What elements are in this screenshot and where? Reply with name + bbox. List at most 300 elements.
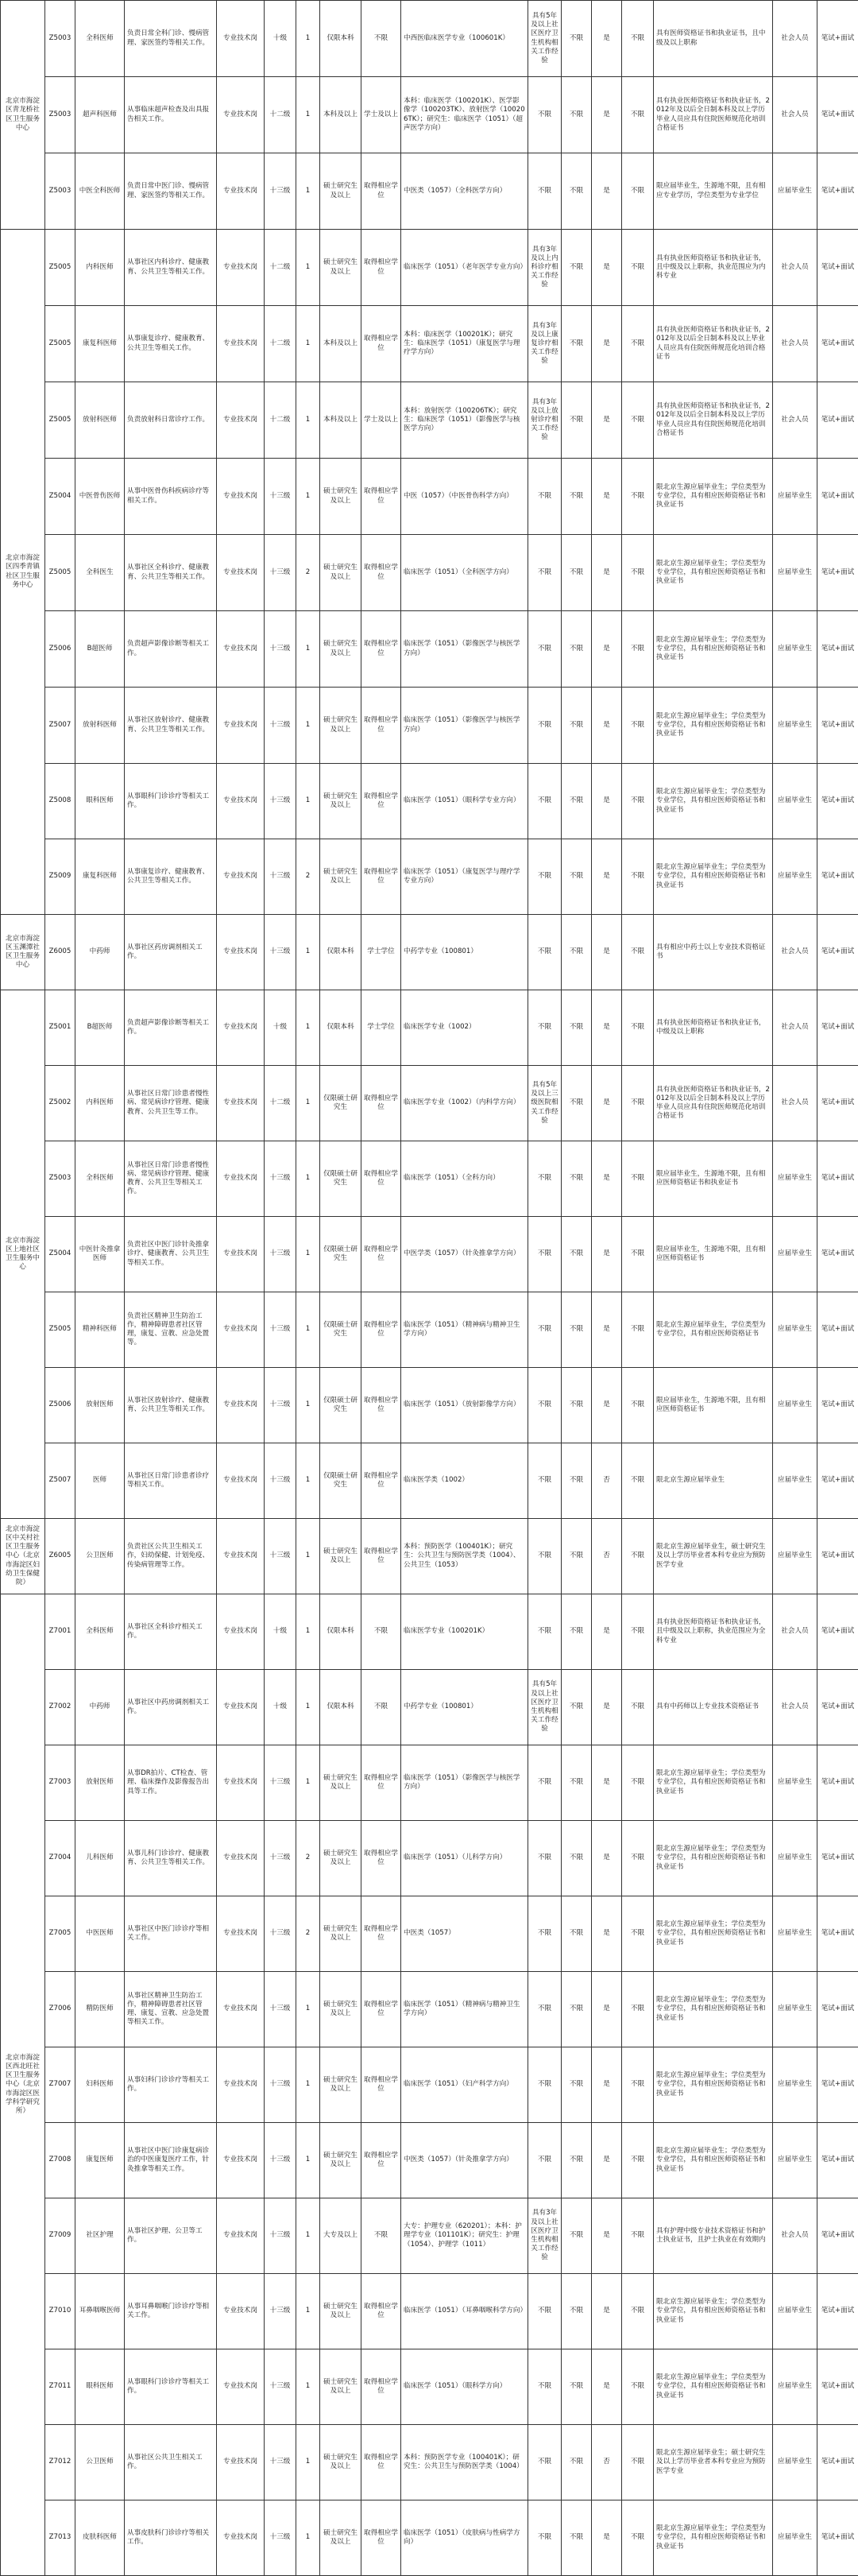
ww-cell: 是 — [592, 2500, 622, 2576]
duty-cell: 从事社区全科诊疗相关工作。 — [125, 1594, 217, 1670]
level-cell: 十三级 — [265, 688, 296, 764]
degree-cell: 取得相应学位 — [361, 1519, 401, 1594]
duty-cell: 负责超声影像诊断等相关工作。 — [125, 611, 217, 688]
num-cell: 1 — [296, 1141, 320, 1217]
code-cell: Z5007 — [45, 1443, 75, 1519]
post-cell: 眼科医师 — [75, 2349, 125, 2425]
degree-cell: 取得相应学位 — [361, 153, 401, 230]
hk-cell: 不限 — [622, 2047, 654, 2123]
exam-cell: 笔试+面试 — [817, 535, 858, 611]
table-row — [1, 1896, 858, 1972]
edu-cell: 硕士研究生及以上 — [320, 2274, 361, 2349]
degree-cell: 取得相应学位 — [361, 535, 401, 611]
exp-cell: 不限 — [528, 1141, 562, 1217]
hk-cell: 不限 — [622, 1519, 654, 1594]
exp-cell: 不限 — [528, 2047, 562, 2123]
ww-cell: 是 — [592, 839, 622, 915]
other-cell: 具有执业医师资格证书和执业证书，且中级及以上职称，执业范围应为内科专业 — [654, 230, 773, 306]
exp-cell: 不限 — [528, 915, 562, 990]
table-row — [1, 1972, 858, 2047]
ww-cell: 否 — [592, 2425, 622, 2500]
ww-cell: 是 — [592, 230, 622, 306]
pol-cell: 不限 — [562, 990, 592, 1066]
unit-cell: 北京市海淀区青龙桥社区卫生服务中心 — [1, 1, 45, 230]
edu-cell: 硕士研究生及以上 — [320, 611, 361, 688]
duty-cell: 从事眼科门诊诊疗等相关工作。 — [125, 764, 217, 839]
edu-cell: 本科及以上 — [320, 77, 361, 153]
type-cell: 专业技术岗 — [217, 459, 265, 535]
degree-cell: 取得相应学位 — [361, 1292, 401, 1368]
type-cell: 专业技术岗 — [217, 2274, 265, 2349]
code-cell: Z5007 — [45, 688, 75, 764]
pol-cell: 不限 — [562, 230, 592, 306]
major-cell: 本科：预防医学（100401K）；研究生：公共卫生与预防医学类（1004）、公共卫生（1053） — [401, 1519, 528, 1594]
duty-cell: 负责日常中医门诊、慢病管理、家医签约等相关工作。 — [125, 153, 217, 230]
level-cell: 十二级 — [265, 77, 296, 153]
duty-cell: 从事社区护理、公卫等工作。 — [125, 2198, 217, 2274]
major-cell: 中药学专业（100801） — [401, 1670, 528, 1745]
code-cell: Z5003 — [45, 153, 75, 230]
degree-cell: 不限 — [361, 1594, 401, 1670]
ww-cell: 是 — [592, 2047, 622, 2123]
num-cell: 2 — [296, 535, 320, 611]
type-cell: 专业技术岗 — [217, 990, 265, 1066]
source-cell: 社会人员 — [773, 1670, 817, 1745]
num-cell: 1 — [296, 2425, 320, 2500]
degree-cell: 取得相应学位 — [361, 1745, 401, 1821]
code-cell: Z6005 — [45, 1519, 75, 1594]
other-cell: 具有执业医师资格证书和执业证书，中级及以上职称 — [654, 990, 773, 1066]
post-cell: 中医全科医师 — [75, 153, 125, 230]
level-cell: 十三级 — [265, 2047, 296, 2123]
major-cell: 本科：预防医学专业（100401K）；研究生：公共卫生与预防医学类（1004） — [401, 2425, 528, 2500]
ww-cell: 是 — [592, 764, 622, 839]
ww-cell: 是 — [592, 1594, 622, 1670]
hk-cell: 不限 — [622, 1368, 654, 1443]
degree-cell: 不限 — [361, 2198, 401, 2274]
code-cell: Z5006 — [45, 611, 75, 688]
code-cell: Z5002 — [45, 1066, 75, 1141]
type-cell: 专业技术岗 — [217, 1745, 265, 1821]
pol-cell: 不限 — [562, 839, 592, 915]
num-cell: 1 — [296, 1745, 320, 1821]
pol-cell: 不限 — [562, 1670, 592, 1745]
source-cell: 应届毕业生 — [773, 611, 817, 688]
exam-cell: 笔试+面试 — [817, 153, 858, 230]
degree-cell: 不限 — [361, 1, 401, 77]
code-cell: Z6005 — [45, 915, 75, 990]
pol-cell: 不限 — [562, 1368, 592, 1443]
duty-cell: 从事临床超声检查及出具报告相关工作。 — [125, 77, 217, 153]
code-cell: Z7006 — [45, 1972, 75, 2047]
degree-cell: 取得相应学位 — [361, 2123, 401, 2198]
exp-cell: 不限 — [528, 535, 562, 611]
ww-cell: 是 — [592, 990, 622, 1066]
code-cell: Z5008 — [45, 764, 75, 839]
edu-cell: 仅限硕士研究生 — [320, 1443, 361, 1519]
exp-cell: 不限 — [528, 1217, 562, 1292]
num-cell: 1 — [296, 1292, 320, 1368]
ww-cell: 是 — [592, 2198, 622, 2274]
level-cell: 十三级 — [265, 535, 296, 611]
exam-cell: 笔试+面试 — [817, 1670, 858, 1745]
post-cell: 儿科医师 — [75, 1821, 125, 1896]
exam-cell: 笔试+面试 — [817, 915, 858, 990]
exam-cell: 笔试+面试 — [817, 1594, 858, 1670]
code-cell: Z7003 — [45, 1745, 75, 1821]
ww-cell: 是 — [592, 1, 622, 77]
duty-cell: 从事社区精神卫生防治工作，精神障碍患者社区管理、康复、宣教、应急处置等相关工作。 — [125, 1972, 217, 2047]
num-cell: 1 — [296, 1519, 320, 1594]
hk-cell: 不限 — [622, 2349, 654, 2425]
code-cell: Z5003 — [45, 1, 75, 77]
exam-cell: 笔试+面试 — [817, 459, 858, 535]
type-cell: 专业技术岗 — [217, 1217, 265, 1292]
hk-cell: 不限 — [622, 77, 654, 153]
major-cell: 临床医学（1051）（耳鼻咽喉科学方向） — [401, 2274, 528, 2349]
hk-cell: 不限 — [622, 688, 654, 764]
degree-cell: 取得相应学位 — [361, 764, 401, 839]
pol-cell: 不限 — [562, 1745, 592, 1821]
type-cell: 专业技术岗 — [217, 306, 265, 382]
table-row — [1, 990, 858, 1066]
type-cell: 专业技术岗 — [217, 1443, 265, 1519]
post-cell: 中医医师 — [75, 1896, 125, 1972]
code-cell: Z7001 — [45, 1594, 75, 1670]
exp-cell: 不限 — [528, 2500, 562, 2576]
num-cell: 1 — [296, 611, 320, 688]
degree-cell: 取得相应学位 — [361, 1066, 401, 1141]
ww-cell: 是 — [592, 306, 622, 382]
exp-cell: 具有3年及以上社区医疗卫生机构相关工作经验 — [528, 2198, 562, 2274]
post-cell: 全科医师 — [75, 1141, 125, 1217]
other-cell: 具有执业医师资格证书和执业证书，2012年及以后全日制本科及以上学历毕业人员应具有住院医师规范化培训合格证书 — [654, 1066, 773, 1141]
other-cell: 限应届毕业生，生源地不限，且有相应医师资格证书 — [654, 1217, 773, 1292]
hk-cell: 不限 — [622, 1670, 654, 1745]
source-cell: 应届毕业生 — [773, 535, 817, 611]
major-cell: 大专：护理专业（620201）；本科：护理学专业（101101K）；研究生：护理（1054）、护理学（1011） — [401, 2198, 528, 2274]
exp-cell: 不限 — [528, 1972, 562, 2047]
exp-cell: 不限 — [528, 459, 562, 535]
ww-cell: 是 — [592, 1217, 622, 1292]
level-cell: 十三级 — [265, 1896, 296, 1972]
exam-cell: 笔试+面试 — [817, 230, 858, 306]
code-cell: Z7010 — [45, 2274, 75, 2349]
num-cell: 1 — [296, 688, 320, 764]
exam-cell: 笔试+面试 — [817, 764, 858, 839]
code-cell: Z5005 — [45, 306, 75, 382]
major-cell: 本科：临床医学（100201K）、医学影像学（100203TK）、放射医学（100206TK）；研究生：临床医学（1051）（超声医学方向） — [401, 77, 528, 153]
ww-cell: 是 — [592, 611, 622, 688]
code-cell: Z5003 — [45, 1141, 75, 1217]
exp-cell: 不限 — [528, 1292, 562, 1368]
hk-cell: 不限 — [622, 2500, 654, 2576]
num-cell: 1 — [296, 915, 320, 990]
major-cell: 临床医学专业（100201K） — [401, 1594, 528, 1670]
code-cell: Z5004 — [45, 459, 75, 535]
duty-cell: 负责日常全科门诊、慢病管理、家医签约等相关工作。 — [125, 1, 217, 77]
exam-cell: 笔试+面试 — [817, 77, 858, 153]
level-cell: 十三级 — [265, 1292, 296, 1368]
hk-cell: 不限 — [622, 2274, 654, 2349]
pol-cell: 不限 — [562, 2425, 592, 2500]
ww-cell: 是 — [592, 1670, 622, 1745]
pol-cell: 不限 — [562, 1, 592, 77]
post-cell: 中药师 — [75, 915, 125, 990]
table-row — [1, 2425, 858, 2500]
code-cell: Z5003 — [45, 77, 75, 153]
exam-cell: 笔试+面试 — [817, 1443, 858, 1519]
pol-cell: 不限 — [562, 1972, 592, 2047]
exp-cell: 具有3年及以上内科诊疗相关工作经验 — [528, 230, 562, 306]
table-row — [1, 1368, 858, 1443]
pol-cell: 不限 — [562, 306, 592, 382]
exp-cell: 不限 — [528, 1519, 562, 1594]
other-cell: 限北京生源应届毕业生，硕士研究生及以上学历毕业者本科专业应为预防医学专业 — [654, 1519, 773, 1594]
post-cell: 康复医师 — [75, 2123, 125, 2198]
ww-cell: 否 — [592, 1519, 622, 1594]
code-cell: Z7009 — [45, 2198, 75, 2274]
source-cell: 应届毕业生 — [773, 1443, 817, 1519]
duty-cell: 从事社区药房调剂相关工作。 — [125, 915, 217, 990]
edu-cell: 本科及以上 — [320, 382, 361, 459]
post-cell: 中医针灸推拿医师 — [75, 1217, 125, 1292]
major-cell: 中西医临床医学专业（100601K） — [401, 1, 528, 77]
major-cell: 临床医学（1051）（皮肤病与性病学方向） — [401, 2500, 528, 2576]
source-cell: 应届毕业生 — [773, 1896, 817, 1972]
pol-cell: 不限 — [562, 2274, 592, 2349]
ww-cell: 是 — [592, 1896, 622, 1972]
table-row — [1, 1519, 858, 1594]
degree-cell: 取得相应学位 — [361, 1821, 401, 1896]
table-row — [1, 611, 858, 688]
duty-cell: 从事社区全科诊疗、健康教育、公共卫生等相关工作。 — [125, 535, 217, 611]
source-cell: 应届毕业生 — [773, 2123, 817, 2198]
code-cell: Z7008 — [45, 2123, 75, 2198]
table-row — [1, 2047, 858, 2123]
edu-cell: 仅限本科 — [320, 1670, 361, 1745]
degree-cell: 取得相应学位 — [361, 688, 401, 764]
table-row — [1, 2500, 858, 2576]
num-cell: 1 — [296, 77, 320, 153]
num-cell: 1 — [296, 153, 320, 230]
hk-cell: 不限 — [622, 990, 654, 1066]
major-cell: 临床医学（1051）（影像医学与核医学方向） — [401, 688, 528, 764]
code-cell: Z7005 — [45, 1896, 75, 1972]
edu-cell: 硕士研究生及以上 — [320, 1745, 361, 1821]
post-cell: 放射医师 — [75, 1745, 125, 1821]
major-cell: 临床医学专业（1002）（内科学方向） — [401, 1066, 528, 1141]
type-cell: 专业技术岗 — [217, 1368, 265, 1443]
exp-cell: 不限 — [528, 2274, 562, 2349]
ww-cell: 是 — [592, 688, 622, 764]
table-row — [1, 306, 858, 382]
major-cell: 临床医学（1051）（放射影像学方向） — [401, 1368, 528, 1443]
post-cell: B超医师 — [75, 990, 125, 1066]
degree-cell: 学士学位 — [361, 990, 401, 1066]
type-cell: 专业技术岗 — [217, 1594, 265, 1670]
degree-cell: 取得相应学位 — [361, 459, 401, 535]
code-cell: Z5005 — [45, 382, 75, 459]
other-cell: 限北京生源应届毕业生，学位类型为专业学位，具有相应医师资格证书 — [654, 1292, 773, 1368]
exam-cell: 笔试+面试 — [817, 2425, 858, 2500]
source-cell: 社会人员 — [773, 1594, 817, 1670]
level-cell: 十三级 — [265, 459, 296, 535]
other-cell: 具有医师资格证书和执业证书，且中级及以上职称 — [654, 1, 773, 77]
num-cell: 1 — [296, 2274, 320, 2349]
other-cell: 限北京生源应届毕业生；硕士研究生及以上学历毕业者本科专业应为预防医学专业 — [654, 2425, 773, 2500]
major-cell: 临床医学（1051）（眼科学方向） — [401, 2349, 528, 2425]
level-cell: 十三级 — [265, 2425, 296, 2500]
degree-cell: 取得相应学位 — [361, 2349, 401, 2425]
level-cell: 十三级 — [265, 2198, 296, 2274]
other-cell: 限北京生源应届毕业生；学位类型为专业学位，具有相应医师资格证书和执业证书 — [654, 1745, 773, 1821]
edu-cell: 硕士研究生及以上 — [320, 535, 361, 611]
pol-cell: 不限 — [562, 153, 592, 230]
major-cell: 中医学类（1057）（针灸推拿学方向） — [401, 1217, 528, 1292]
edu-cell: 硕士研究生及以上 — [320, 1821, 361, 1896]
level-cell: 十三级 — [265, 2123, 296, 2198]
pol-cell: 不限 — [562, 1594, 592, 1670]
type-cell: 专业技术岗 — [217, 1896, 265, 1972]
duty-cell: 从事社区中药房调剂相关工作。 — [125, 1670, 217, 1745]
ww-cell: 是 — [592, 1292, 622, 1368]
type-cell: 专业技术岗 — [217, 2500, 265, 2576]
ww-cell: 是 — [592, 915, 622, 990]
level-cell: 十三级 — [265, 915, 296, 990]
duty-cell: 从事社区内科诊疗、健康教育、公共卫生等相关工作。 — [125, 230, 217, 306]
type-cell: 专业技术岗 — [217, 1972, 265, 2047]
source-cell: 社会人员 — [773, 915, 817, 990]
degree-cell: 取得相应学位 — [361, 306, 401, 382]
source-cell: 社会人员 — [773, 1, 817, 77]
exp-cell: 不限 — [528, 688, 562, 764]
table-row — [1, 2274, 858, 2349]
degree-cell: 学士及以上 — [361, 77, 401, 153]
post-cell: 社区护理 — [75, 2198, 125, 2274]
type-cell: 专业技术岗 — [217, 839, 265, 915]
duty-cell: 负责社区公共卫生相关工作，妇幼保健、计划免疫、传染病管理等工作。 — [125, 1519, 217, 1594]
duty-cell: 从事社区中医门诊康复病诊治的中医康复医疗工作，针灸推拿等相关工作。 — [125, 2123, 217, 2198]
degree-cell: 取得相应学位 — [361, 1972, 401, 2047]
other-cell: 限北京生源应届毕业生；学位类型为专业学位，具有相应医师资格证书和执业证书 — [654, 611, 773, 688]
other-cell: 限北京生源应届毕业生；学位类型为专业学位，具有相应医师资格证书和执业证书 — [654, 1896, 773, 1972]
exam-cell: 笔试+面试 — [817, 1368, 858, 1443]
edu-cell: 硕士研究生及以上 — [320, 2500, 361, 2576]
hk-cell: 不限 — [622, 611, 654, 688]
exam-cell: 笔试+面试 — [817, 1972, 858, 2047]
duty-cell: 从事社区日常门诊患者慢性病、常见病诊疗管理、健康教育、公共卫生等相关工作。 — [125, 1141, 217, 1217]
exp-cell: 不限 — [528, 77, 562, 153]
code-cell: Z5005 — [45, 230, 75, 306]
ww-cell: 是 — [592, 535, 622, 611]
num-cell: 1 — [296, 382, 320, 459]
pol-cell: 不限 — [562, 77, 592, 153]
code-cell: Z7013 — [45, 2500, 75, 2576]
ww-cell: 是 — [592, 1972, 622, 2047]
post-cell: 全科医生 — [75, 535, 125, 611]
major-cell: 临床医学专业（1002） — [401, 990, 528, 1066]
num-cell: 1 — [296, 1972, 320, 2047]
duty-cell: 从事社区中医门诊诊疗等相关工作。 — [125, 1896, 217, 1972]
table-row — [1, 535, 858, 611]
table-row — [1, 1594, 858, 1670]
table-row — [1, 1821, 858, 1896]
duty-cell: 从事眼科门诊诊疗等相关工作。 — [125, 2349, 217, 2425]
source-cell: 应届毕业生 — [773, 2349, 817, 2425]
table-row — [1, 839, 858, 915]
exp-cell: 具有5年及以上三级医院相关工作经验 — [528, 1066, 562, 1141]
edu-cell: 仅限本科 — [320, 990, 361, 1066]
table-row — [1, 1217, 858, 1292]
pol-cell: 不限 — [562, 1896, 592, 1972]
degree-cell: 学士及以上 — [361, 382, 401, 459]
source-cell: 社会人员 — [773, 1066, 817, 1141]
hk-cell: 不限 — [622, 1217, 654, 1292]
source-cell: 应届毕业生 — [773, 688, 817, 764]
major-cell: 临床医学（1051）（妇产科学方向） — [401, 2047, 528, 2123]
post-cell: 内科医师 — [75, 230, 125, 306]
hk-cell: 不限 — [622, 1066, 654, 1141]
num-cell: 1 — [296, 1, 320, 77]
post-cell: 全科医师 — [75, 1594, 125, 1670]
other-cell: 限北京生源应届毕业生；学位类型为专业学位，具有相应医师资格证书和执业证书 — [654, 2274, 773, 2349]
pol-cell: 不限 — [562, 1292, 592, 1368]
table-row — [1, 459, 858, 535]
major-cell: 中医类（1057） — [401, 1896, 528, 1972]
hk-cell: 不限 — [622, 839, 654, 915]
edu-cell: 硕士研究生及以上 — [320, 1519, 361, 1594]
num-cell: 1 — [296, 2047, 320, 2123]
post-cell: 超声科医师 — [75, 77, 125, 153]
pol-cell: 不限 — [562, 535, 592, 611]
pol-cell: 不限 — [562, 2047, 592, 2123]
pol-cell: 不限 — [562, 1519, 592, 1594]
hk-cell: 不限 — [622, 153, 654, 230]
type-cell: 专业技术岗 — [217, 915, 265, 990]
source-cell: 应届毕业生 — [773, 459, 817, 535]
table-body — [1, 1, 858, 2576]
level-cell: 十二级 — [265, 382, 296, 459]
degree-cell: 取得相应学位 — [361, 230, 401, 306]
pol-cell: 不限 — [562, 1141, 592, 1217]
pol-cell: 不限 — [562, 1217, 592, 1292]
other-cell: 具有护理中级专业技术资格证书和护士执业证书，且护士执业在有效期内 — [654, 2198, 773, 2274]
pol-cell: 不限 — [562, 1443, 592, 1519]
other-cell: 限应届毕业生，生源地不限，且有相应专业学历，学位类型为专业学位 — [654, 153, 773, 230]
edu-cell: 仅限硕士研究生 — [320, 1368, 361, 1443]
exp-cell: 不限 — [528, 1368, 562, 1443]
code-cell: Z7012 — [45, 2425, 75, 2500]
post-cell: 医师 — [75, 1443, 125, 1519]
table-row — [1, 1, 858, 77]
major-cell: 中医类（1057）（全科医学方向） — [401, 153, 528, 230]
edu-cell: 硕士研究生及以上 — [320, 153, 361, 230]
degree-cell: 取得相应学位 — [361, 2500, 401, 2576]
exam-cell: 笔试+面试 — [817, 1141, 858, 1217]
other-cell: 限北京生源应届毕业生；学位类型为专业学位，具有相应医师资格证书和执业证书 — [654, 688, 773, 764]
exam-cell: 笔试+面试 — [817, 1821, 858, 1896]
edu-cell: 硕士研究生及以上 — [320, 2349, 361, 2425]
post-cell: 放射科医师 — [75, 688, 125, 764]
source-cell: 应届毕业生 — [773, 1519, 817, 1594]
exam-cell: 笔试+面试 — [817, 2198, 858, 2274]
edu-cell: 硕士研究生及以上 — [320, 764, 361, 839]
level-cell: 十三级 — [265, 1443, 296, 1519]
table-row — [1, 153, 858, 230]
type-cell: 专业技术岗 — [217, 688, 265, 764]
source-cell: 应届毕业生 — [773, 1292, 817, 1368]
